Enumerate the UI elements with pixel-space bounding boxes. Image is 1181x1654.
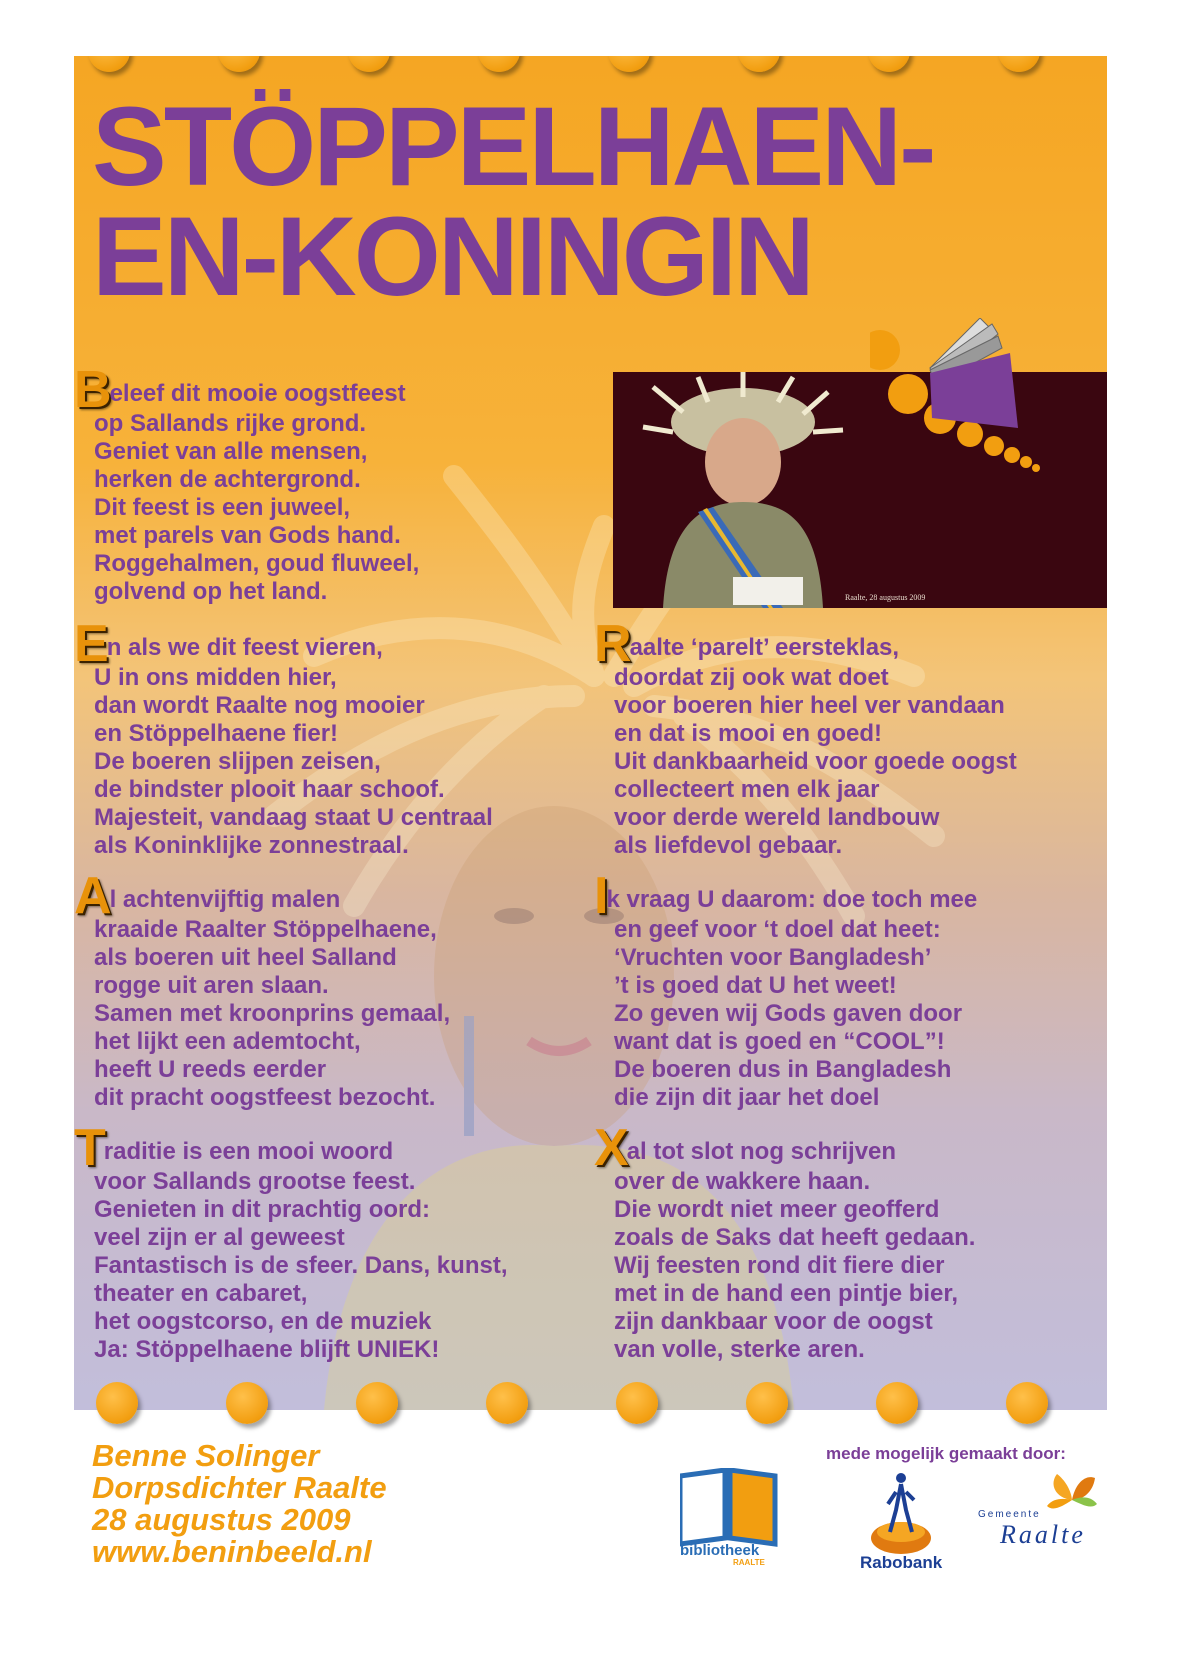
stanza-t: [74, 1119, 508, 1364]
stanza-line: de bindster plooit haar schoof.: [94, 776, 445, 803]
stanza-line: raditie is een mooi woord: [103, 1138, 394, 1165]
decorative-dot: [616, 1382, 658, 1424]
author-website: www.beninbeeld.nl: [92, 1534, 372, 1569]
stanza-line: veel zijn er al geweest: [94, 1224, 345, 1251]
stanza-line: De boeren slijpen zeisen,: [94, 748, 381, 775]
stanza-line: Majesteit, vandaag staat U centraal: [94, 804, 493, 831]
stanza-initial: I: [594, 867, 609, 925]
photo-caption: Raalte, 28 augustus 2009: [845, 593, 926, 602]
decorative-dot: [746, 1382, 788, 1424]
stanza-line: Roggehalmen, goud fluweel,: [94, 550, 420, 577]
stanza-e: [74, 615, 493, 860]
stanza-line: theater en cabaret,: [94, 1280, 308, 1307]
stanza-line: met parels van Gods hand.: [94, 522, 401, 549]
author-date: 28 augustus 2009: [92, 1502, 351, 1537]
rabobank-logo-icon: [866, 1470, 936, 1560]
stanza-line: Die wordt niet meer geofferd: [614, 1196, 940, 1223]
stanza-line: voor derde wereld landbouw: [614, 804, 940, 831]
bibliotheek-logo-text: bibliotheek: [680, 1542, 760, 1559]
stanza-line: dan wordt Raalte nog mooier: [94, 692, 425, 719]
stanza-line: Wij feesten rond dit fiere dier: [614, 1252, 945, 1279]
stanza-line: ‘Vruchten voor Bangladesh’: [614, 944, 932, 971]
stanza-line: Uit dankbaarheid voor goede oogst: [614, 748, 1017, 775]
stanza-line: dit pracht oogstfeest bezocht.: [94, 1084, 436, 1111]
stanza-line: Geniet van alle mensen,: [94, 438, 368, 465]
stanza-line: met in de hand een pintje bier,: [614, 1280, 959, 1307]
stanza-line: voor Sallands grootse feest.: [94, 1168, 416, 1195]
stanza-line: en geef voor ‘t doel dat heet:: [614, 916, 941, 943]
decorative-dot: [96, 1382, 138, 1424]
stanza-initial: T: [74, 1119, 106, 1177]
stanza-line: want dat is goed en “COOL”!: [614, 1028, 945, 1055]
stanza-initial: R: [594, 615, 632, 673]
stanza-line: collecteert men elk jaar: [614, 776, 880, 803]
stanza-line: Zo geven wij Gods gaven door: [614, 1000, 963, 1027]
stanza-line: kraaide Raalter Stöppelhaene,: [94, 916, 437, 943]
stanza-a: [74, 867, 451, 1112]
stanza-line: herken de achtergrond.: [94, 466, 361, 493]
stanza-line: over de wakkere haan.: [614, 1168, 871, 1195]
stanza-line: als Koninklijke zonnestraal.: [94, 832, 409, 859]
stanza-line: Samen met kroonprins gemaal,: [94, 1000, 451, 1027]
stanza-line: het oogstcorso, en de muziek: [94, 1308, 432, 1335]
stanza-i: [594, 867, 978, 1112]
bibliotheek-logo-subtext: RAALTE: [733, 1558, 765, 1567]
gemeente-label: Gemeente: [978, 1509, 1041, 1520]
stanza-line: Dit feest is een juweel,: [94, 494, 351, 521]
stanza-line: voor boeren hier heel ver vandaan: [614, 692, 1005, 719]
author-role: Dorpsdichter Raalte: [92, 1470, 387, 1505]
sponsor-label: mede mogelijk gemaakt door:: [826, 1444, 1066, 1463]
stanza-line: aalte ‘parelt’ eersteklas,: [629, 634, 900, 661]
rabobank-logo-text: Rabobank: [860, 1553, 943, 1572]
stanza-line: Fantastisch is de sfeer. Dans, kunst,: [94, 1252, 508, 1279]
stanza-line: doordat zij ook wat doet: [614, 664, 889, 691]
author-name: Benne Solinger: [92, 1438, 320, 1473]
stanza-line: rogge uit aren slaan.: [94, 972, 329, 999]
book-illustration: [870, 318, 1120, 508]
stanza-line: al tot slot nog schrijven: [626, 1138, 897, 1165]
title-line-1: STÖPPELHAEN-: [92, 84, 934, 209]
stanza-line: heeft U reeds eerder: [94, 1056, 327, 1083]
decorative-dot: [226, 1382, 268, 1424]
stanza-line: op Sallands rijke grond.: [94, 410, 367, 437]
stanza-line: De boeren dus in Bangladesh: [614, 1056, 952, 1083]
stanza-line: het lijkt een ademtocht,: [94, 1028, 361, 1055]
stanza-line: zijn dankbaar voor de oogst: [614, 1308, 933, 1335]
stanza-initial: X: [594, 1119, 629, 1177]
decorative-dot: [486, 1382, 528, 1424]
stanza-line: k vraag U daarom: doe toch mee: [606, 886, 978, 913]
stanza-line: Genieten in dit prachtig oord:: [94, 1196, 430, 1223]
stanza-line: eleef dit mooie oogstfeest: [109, 380, 406, 407]
decorative-dot: [356, 1382, 398, 1424]
stanza-line: en Stöppelhaene fier!: [94, 720, 339, 747]
stanza-initial: E: [74, 615, 109, 673]
stanza-line: als boeren uit heel Salland: [94, 944, 397, 971]
stanza-x: [594, 1119, 976, 1364]
author-block: [92, 1440, 387, 1568]
stanza-line: zoals de Saks dat heeft gedaan.: [614, 1224, 976, 1251]
poster-title: [92, 84, 934, 319]
stanza-line: Ja: Stöppelhaene blijft UNIEK!: [94, 1336, 440, 1363]
stanza-line: en dat is mooi en goed!: [614, 720, 883, 747]
stanza-line: ’t is goed dat U het weet!: [614, 972, 897, 999]
stanza-r: [594, 615, 1017, 860]
stanza-line: n als we dit feest vieren,: [106, 634, 383, 661]
gemeente-raalte-logo-icon: [1045, 1470, 1099, 1518]
stanza-b: [74, 361, 420, 606]
gemeente-raalte-text: Raalte: [1000, 1520, 1086, 1549]
stanza-initial: B: [74, 361, 112, 419]
stanza-line: golvend op het land.: [94, 578, 328, 605]
decorative-dot: [1006, 1382, 1048, 1424]
decorative-dot: [876, 1382, 918, 1424]
stanza-line: die zijn dit jaar het doel: [614, 1084, 880, 1111]
stanza-line: van volle, sterke aren.: [614, 1336, 865, 1363]
title-line-2: EN-KONINGIN: [92, 194, 812, 319]
stanza-line: als liefdevol gebaar.: [614, 832, 843, 859]
stanza-line: U in ons midden hier,: [94, 664, 337, 691]
stanza-line: l achtenvijftig malen: [109, 886, 341, 913]
stanza-initial: A: [74, 867, 112, 925]
